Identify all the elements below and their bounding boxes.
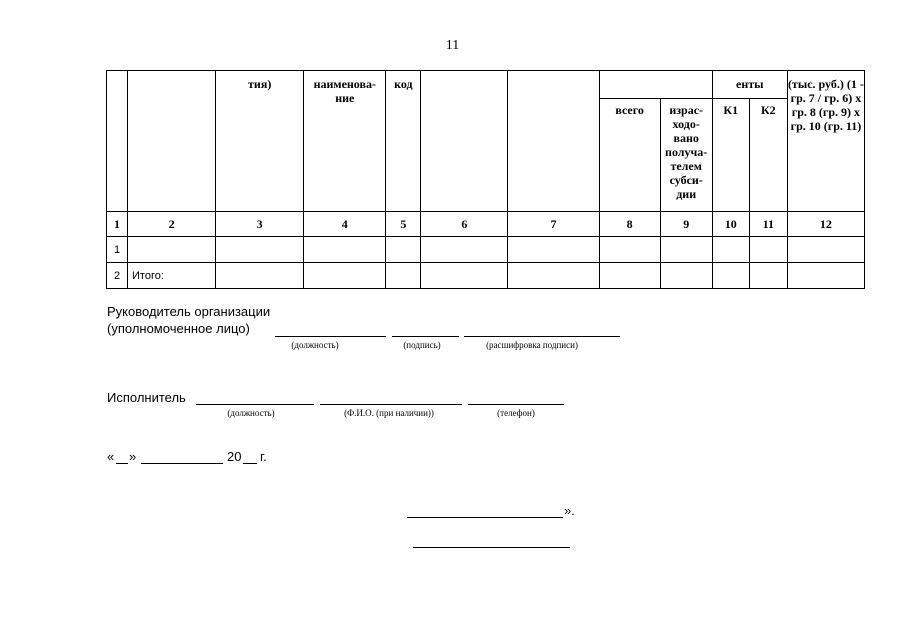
header-c8: всего bbox=[599, 99, 660, 212]
table-cell bbox=[304, 263, 386, 289]
col-num: 3 bbox=[216, 212, 304, 237]
table-cell bbox=[712, 263, 749, 289]
table-row bbox=[107, 237, 865, 263]
col-num: 7 bbox=[508, 212, 599, 237]
caption-signature: (подпись) bbox=[403, 340, 441, 350]
col-num: 8 bbox=[599, 212, 660, 237]
closing-line-1 bbox=[407, 517, 563, 518]
table-row bbox=[107, 263, 865, 289]
column-number-row bbox=[107, 212, 865, 237]
caption-decoding: (расшифровка подписи) bbox=[486, 340, 578, 350]
row-label bbox=[128, 237, 216, 263]
table-cell bbox=[421, 263, 508, 289]
head-title-line1: Руководитель организации bbox=[107, 304, 271, 319]
table-cell bbox=[660, 263, 712, 289]
table-cell bbox=[749, 237, 787, 263]
executor-label: Исполнитель bbox=[107, 390, 186, 405]
total-label: Итого: bbox=[128, 263, 216, 289]
head-signature-line bbox=[392, 336, 459, 337]
table-cell bbox=[216, 263, 304, 289]
header-c10: К1 bbox=[712, 99, 749, 212]
col-num: 6 bbox=[421, 212, 508, 237]
caption-position: (должность) bbox=[291, 340, 339, 350]
closing-mark: ». bbox=[564, 503, 575, 518]
date-year-prefix: 20 bbox=[227, 449, 242, 464]
head-decoding-line bbox=[464, 336, 620, 337]
date-year-suffix: г. bbox=[260, 449, 267, 464]
header-c1 bbox=[107, 71, 128, 212]
table-cell bbox=[660, 237, 712, 263]
table-cell bbox=[421, 237, 508, 263]
report-table bbox=[106, 70, 865, 289]
executor-phone-line bbox=[468, 404, 564, 405]
header-c9: израс-ходо-вано получа-телем субси-дии bbox=[660, 99, 712, 212]
head-position-line bbox=[275, 336, 386, 337]
col-num: 5 bbox=[386, 212, 421, 237]
date-open-quote: « bbox=[107, 449, 115, 464]
table-cell bbox=[787, 263, 864, 289]
col-num: 11 bbox=[749, 212, 787, 237]
executor-position-line bbox=[196, 404, 314, 405]
table-cell bbox=[304, 237, 386, 263]
date-close-quote: » bbox=[129, 449, 137, 464]
table-cell bbox=[508, 263, 599, 289]
header-group-10-11: енты bbox=[712, 71, 787, 99]
col-num: 10 bbox=[712, 212, 749, 237]
header-c4: наименова-ние bbox=[304, 71, 386, 212]
col-num: 4 bbox=[304, 212, 386, 237]
date-day-line bbox=[116, 463, 128, 464]
caption-exec-phone: (телефон) bbox=[497, 408, 535, 418]
header-group-8-9 bbox=[599, 71, 712, 99]
page-number: 11 bbox=[445, 38, 460, 53]
header-c6 bbox=[421, 71, 508, 212]
col-num: 9 bbox=[660, 212, 712, 237]
table-cell bbox=[599, 263, 660, 289]
caption-exec-position: (должность) bbox=[227, 408, 275, 418]
closing-line-2 bbox=[413, 547, 570, 548]
header-row-top bbox=[107, 71, 865, 99]
date-month-line bbox=[141, 463, 223, 464]
col-num: 12 bbox=[787, 212, 864, 237]
executor-name-line bbox=[320, 404, 462, 405]
head-title-line2: (уполномоченное лицо) bbox=[107, 321, 250, 336]
table-cell bbox=[508, 237, 599, 263]
row-number: 2 bbox=[107, 263, 128, 289]
header-c12: (тыс. руб.) (1 - гр. 7 / гр. 6) х гр. 8 (гр. 9) х гр. 10 (гр. 11) bbox=[787, 71, 864, 212]
table-cell bbox=[599, 237, 660, 263]
header-c2 bbox=[128, 71, 216, 212]
table-cell bbox=[386, 237, 421, 263]
col-num: 1 bbox=[107, 212, 128, 237]
col-num: 2 bbox=[128, 212, 216, 237]
header-c3: тия) bbox=[216, 71, 304, 212]
caption-exec-name: (Ф.И.О. (при наличии)) bbox=[344, 408, 434, 418]
table-cell bbox=[386, 263, 421, 289]
header-c5: код bbox=[386, 71, 421, 212]
header-c11: К2 bbox=[749, 99, 787, 212]
table-cell bbox=[712, 237, 749, 263]
date-year-line bbox=[243, 463, 257, 464]
row-number: 1 bbox=[107, 237, 128, 263]
table-cell bbox=[216, 237, 304, 263]
header-c7 bbox=[508, 71, 599, 212]
table-cell bbox=[787, 237, 864, 263]
table-cell bbox=[749, 263, 787, 289]
